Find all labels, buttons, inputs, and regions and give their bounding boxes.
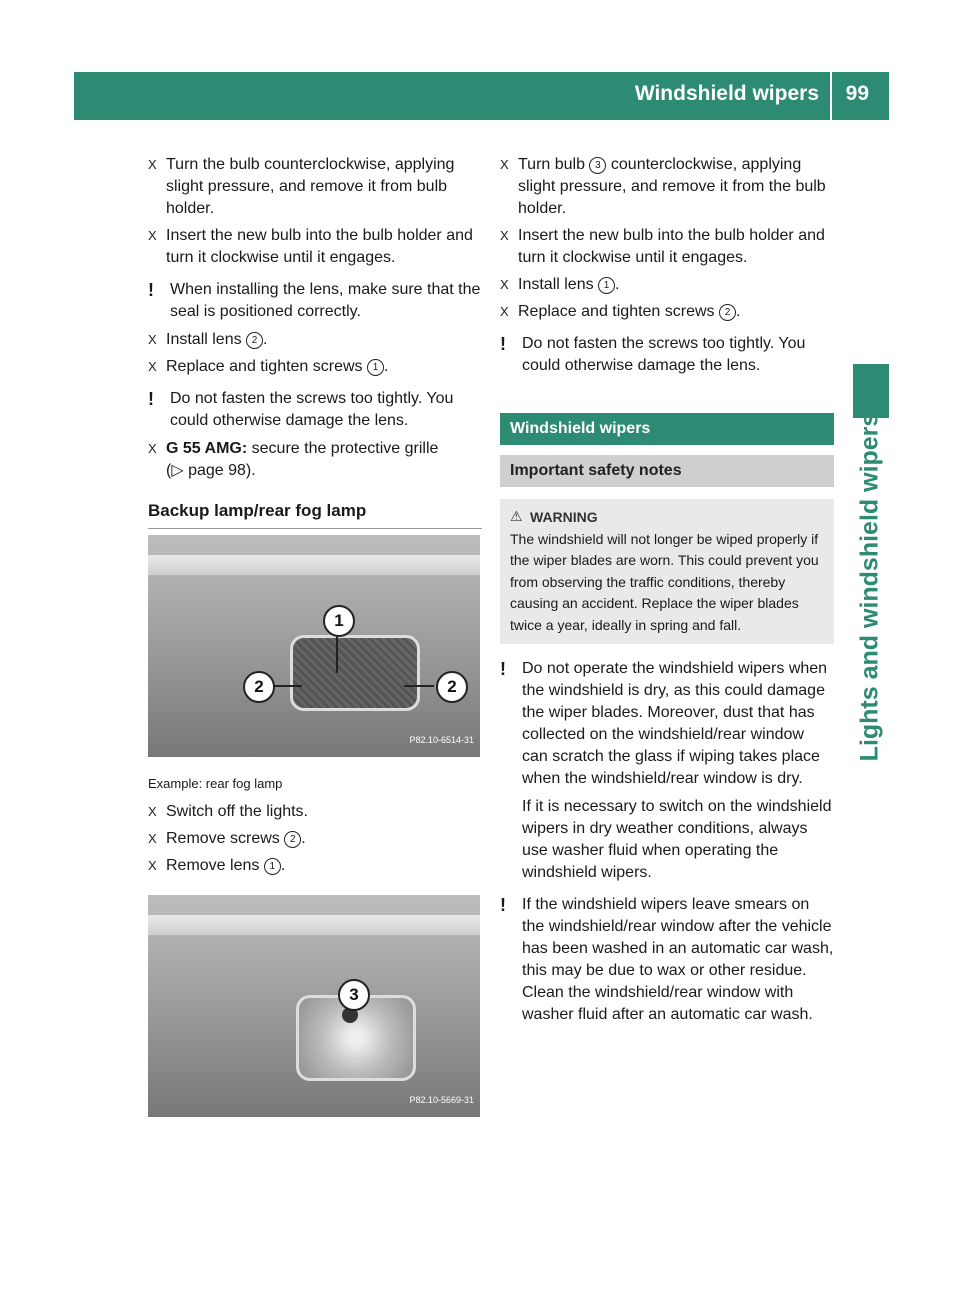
step-arrow-icon: X xyxy=(500,228,509,243)
caution-note: ! Do not fasten the screws too tightly. You could otherwise damage the lens. xyxy=(148,389,454,429)
instruction-step: X Remove screws 2 . xyxy=(148,828,482,850)
note-continuation: If it is necessary to switch on the windshield wipers in dry weather conditions, always use washer fluid when operating the windshield wipers. xyxy=(522,798,832,881)
photo-code: P82.10-6514-31 xyxy=(409,735,474,745)
header-divider xyxy=(830,72,832,120)
callout-badge: 2 xyxy=(243,671,275,703)
page-number: 99 xyxy=(845,82,869,105)
instruction-step: X Turn bulb 3 counterclockwise, applying slight pressure, and remove it from the bulb holder. xyxy=(500,156,826,217)
instruction-step: X Remove lens 1 . xyxy=(148,855,482,877)
instruction-step: X Install lens 2 . xyxy=(148,329,482,351)
step-arrow-icon: X xyxy=(148,804,157,819)
instruction-step: X Replace and tighten screws 1 . xyxy=(148,356,482,378)
caution-note: ! When installing the lens, make sure that the seal is positioned correctly. xyxy=(148,280,481,320)
page-header xyxy=(74,72,889,120)
caution-note: ! Do not operate the windshield wipers when the windshield is dry, as this could damage the wiper blades. Moreover, dust that has collected on the windshield/rear window can scratch the glass if wiping takes place when the windshield/rear window is dry. xyxy=(500,659,828,787)
photo-caption: Example: rear fog lamp xyxy=(148,776,283,791)
instruction-step: X Install lens 1 . xyxy=(500,274,834,296)
instruction-step: X Switch off the lights. xyxy=(148,801,482,823)
callout-badge: 3 xyxy=(338,979,370,1011)
caution-icon: ! xyxy=(500,334,506,354)
right-column xyxy=(500,154,834,1032)
callout-badge: 2 xyxy=(436,671,468,703)
caution-note: ! If the windshield wipers leave smears on the windshield/rear window after the vehicle has been washed in an automatic car wash, this may be due to wax or other residue. Clean the windshield/rear window with washer fluid after an automatic car wash. xyxy=(500,895,834,1023)
bulb-holder-photo xyxy=(148,895,480,1117)
step-arrow-icon: X xyxy=(500,157,509,172)
warning-title: WARNING xyxy=(530,509,598,525)
header-title: Windshield wipers xyxy=(634,82,819,105)
caution-note: ! Do not fasten the screws too tightly. You could otherwise damage the lens. xyxy=(500,334,806,374)
instruction-step: X G 55 AMG: secure the protective grille (▷ page 98). xyxy=(148,440,439,479)
chapter-tab xyxy=(853,364,889,418)
step-arrow-icon: X xyxy=(148,332,157,347)
chapter-label xyxy=(840,412,900,762)
step-arrow-icon: X xyxy=(148,157,157,172)
step-arrow-icon: X xyxy=(148,831,157,846)
caution-icon: ! xyxy=(148,389,154,409)
callout-number: 1 xyxy=(264,858,281,875)
page-reference-link[interactable]: (▷ page 98). xyxy=(166,462,256,479)
subsection-bar: Important safety notes xyxy=(500,455,834,487)
chapter-label-text: Lights and windshield wipers xyxy=(855,412,884,762)
section-bar: Windshield wipers xyxy=(500,413,834,445)
callout-number: 1 xyxy=(367,359,384,376)
callout-badge: 1 xyxy=(323,605,355,637)
lamp-lens xyxy=(290,635,420,711)
instruction-step: X Replace and tighten screws 2 . xyxy=(500,301,834,323)
rear-fog-lamp-photo xyxy=(148,535,480,757)
instruction-step: X Turn the bulb counterclockwise, applying slight pressure, and remove it from bulb holder. xyxy=(148,156,455,217)
step-arrow-icon: X xyxy=(148,858,157,873)
step-arrow-icon: X xyxy=(148,359,157,374)
callout-number: 2 xyxy=(719,304,736,321)
step-arrow-icon: X xyxy=(148,228,157,243)
left-column xyxy=(148,154,482,1117)
caution-icon: ! xyxy=(500,659,506,679)
callout-number: 2 xyxy=(284,831,301,848)
warning-triangle-icon: ⚠ xyxy=(510,508,523,524)
instruction-step: X Insert the new bulb into the bulb holder and turn it clockwise until it engages. xyxy=(148,227,473,266)
callout-number: 3 xyxy=(589,157,606,174)
caution-icon: ! xyxy=(500,895,506,915)
step-arrow-icon: X xyxy=(500,304,509,319)
callout-number: 1 xyxy=(598,277,615,294)
section-heading: Backup lamp/rear fog lamp xyxy=(148,500,482,529)
photo-code: P82.10-5669-31 xyxy=(409,1095,474,1105)
warning-box xyxy=(500,499,834,644)
warning-text: The windshield will not longer be wiped properly if the wiper blades are worn. This could prevent you from observing the traffic conditions, thereby causing an accident. Replace the wiper blades twice a year, ideally in spring and fall. xyxy=(510,530,819,633)
callout-number: 2 xyxy=(246,332,263,349)
caution-icon: ! xyxy=(148,280,154,300)
instruction-step: X Insert the new bulb into the bulb holder and turn it clockwise until it engages. xyxy=(500,227,825,266)
step-arrow-icon: X xyxy=(500,277,509,292)
step-arrow-icon: X xyxy=(148,441,157,456)
